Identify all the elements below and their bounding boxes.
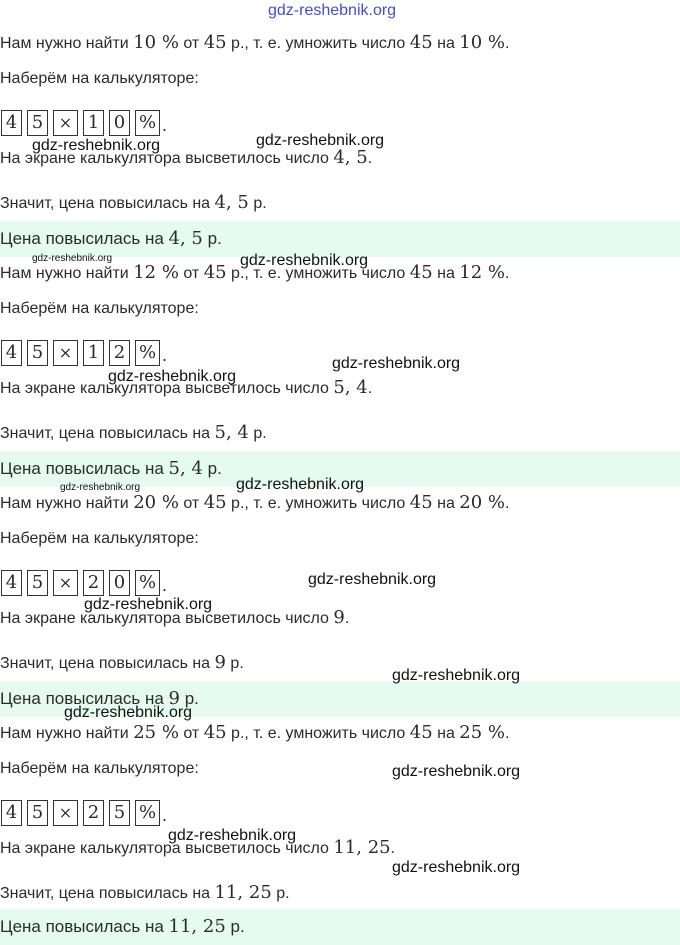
type-label: Наберём на калькуляторе: [0,760,199,777]
text-segment: . [344,610,350,627]
calc-key: % [135,570,160,596]
text-segment: На экране калькулятора высветилось число [0,840,334,857]
conclusion-statement [0,882,290,905]
text-segment: от [178,725,204,742]
math-value: 5, 4 [214,422,249,443]
math-value: 4, 5 [168,228,203,249]
calc-key: 0 [109,570,130,596]
text-segment: Нам нужно найти [0,725,134,742]
math-value: 11, 25 [333,837,391,858]
calc-key: × [53,570,78,596]
watermark: gdz-reshebnik.org [84,596,213,613]
answer-text [0,228,222,250]
answer-text [0,916,245,938]
text-segment: на [432,35,460,52]
text-segment: Нам нужно найти [0,495,134,512]
calc-key: 5 [27,800,48,826]
text-segment: р., т. е. умножить число [226,35,410,52]
math-value: 45 [203,492,227,513]
math-value: 12 % [133,262,179,283]
text-segment: Цена повысилась на [0,229,169,248]
watermark: gdz-reshebnik.org [32,253,113,264]
math-value: 11, 25 [214,882,272,903]
text-segment: р., т. е. умножить число [226,495,410,512]
answer-text [0,458,222,480]
calc-key: % [135,800,160,826]
calc-key: 0 [109,110,130,136]
text-segment: р., т. е. умножить число [226,265,410,282]
period: . [162,345,168,365]
calc-key: × [53,800,78,826]
calc-key: 5 [27,110,48,136]
watermark: gdz-reshebnik.org [256,132,385,149]
calc-key: % [135,110,160,136]
text-segment: . [367,150,373,167]
calc-key: 2 [83,800,104,826]
text-segment: р. [202,459,222,478]
text-segment: р. [225,655,244,672]
text-segment: . [505,35,510,52]
calculator-keys [1,106,167,136]
text-segment: на [432,725,460,742]
math-value: 10 % [459,32,506,53]
text-segment: На экране калькулятора высветилось число [0,150,334,167]
watermark: gdz-reshebnik.org [392,667,521,684]
find-statement [0,32,509,55]
watermark: gdz-reshebnik.org [60,482,141,493]
text-segment: на [432,495,460,512]
math-value: 4, 5 [214,192,249,213]
period: . [162,575,168,595]
text-segment: Значит, цена повысилась на [0,885,215,902]
calc-key: × [53,110,78,136]
watermark: gdz-reshebnik.org [64,704,193,721]
math-value: 9 [333,607,345,628]
calc-key: 2 [109,340,130,366]
math-value: 45 [203,32,227,53]
text-segment: Нам нужно найти [0,265,134,282]
conclusion-statement [0,422,267,445]
math-value: 45 [409,262,433,283]
conclusion-statement [0,652,244,675]
calc-key: 4 [1,570,22,596]
text-segment: . [505,495,510,512]
calc-key: 1 [83,340,104,366]
math-value: 45 [203,722,227,743]
calc-key: 4 [1,110,22,136]
text-segment: р., т. е. умножить число [226,725,410,742]
watermark: gdz-reshebnik.org [268,2,397,19]
calc-key: 4 [1,800,22,826]
watermark: gdz-reshebnik.org [32,137,161,154]
watermark: gdz-reshebnik.org [332,355,461,372]
type-label: Наберём на калькуляторе: [0,300,199,317]
period: . [162,115,168,135]
find-statement [0,722,509,745]
type-label: Наберём на калькуляторе: [0,70,199,87]
text-segment: р. [248,195,267,212]
text-segment: . [505,725,510,742]
math-value: 20 % [459,492,506,513]
text-segment: р. [248,425,267,442]
calculator-keys [1,336,167,366]
text-segment: Значит, цена повысилась на [0,655,215,672]
text-segment: от [178,35,204,52]
math-value: 25 % [133,722,179,743]
text-segment: . [367,380,373,397]
calc-key: 2 [83,570,104,596]
watermark: gdz-reshebnik.org [168,827,297,844]
text-segment: Цена повысилась на [0,459,169,478]
period: . [162,805,168,825]
math-value: 10 % [133,32,179,53]
text-segment: Значит, цена повысилась на [0,425,215,442]
text-segment: от [178,265,204,282]
calc-key: 5 [109,800,130,826]
text-segment: Нам нужно найти [0,35,134,52]
watermark: gdz-reshebnik.org [392,763,521,780]
math-value: 45 [409,492,433,513]
calculator-keys [1,796,167,826]
text-segment: Цена повысилась на [0,917,169,936]
watermark: gdz-reshebnik.org [308,571,437,588]
calc-key: × [53,340,78,366]
text-segment: Цена повысилась на [0,689,169,708]
text-segment: . [505,265,510,282]
calculator-keys [1,566,167,596]
math-value: 25 % [459,722,506,743]
math-value: 45 [203,262,227,283]
text-segment: на [432,265,460,282]
math-value: 12 % [459,262,506,283]
math-value: 20 % [133,492,179,513]
text-segment: Значит, цена повысилась на [0,195,215,212]
watermark: gdz-reshebnik.org [108,368,237,385]
math-value: 5, 4 [168,458,203,479]
calc-key: 4 [1,340,22,366]
calc-key: % [135,340,160,366]
watermark: gdz-reshebnik.org [240,252,369,269]
text-segment: р. [202,229,222,248]
type-label: Наберём на калькуляторе: [0,530,199,547]
find-statement [0,492,509,515]
calc-key: 1 [83,110,104,136]
watermark: gdz-reshebnik.org [236,476,365,493]
math-value: 45 [409,722,433,743]
math-value: 9 [214,652,226,673]
calc-key: 5 [27,340,48,366]
text-segment: р. [179,689,199,708]
watermark: gdz-reshebnik.org [392,859,521,876]
calc-key: 5 [27,570,48,596]
text-segment: от [178,495,204,512]
math-value: 45 [409,32,433,53]
math-value: 4, 5 [333,147,368,168]
text-segment: р. [271,885,290,902]
text-segment: На экране калькулятора высветилось число [0,380,334,397]
math-value: 9 [168,688,180,709]
text-segment: р. [225,917,245,936]
math-value: 5, 4 [333,377,368,398]
answer-band [0,909,680,945]
conclusion-statement [0,192,267,215]
text-segment: На экране калькулятора высветилось число [0,610,334,627]
text-segment: . [390,840,396,857]
math-value: 11, 25 [168,916,226,937]
